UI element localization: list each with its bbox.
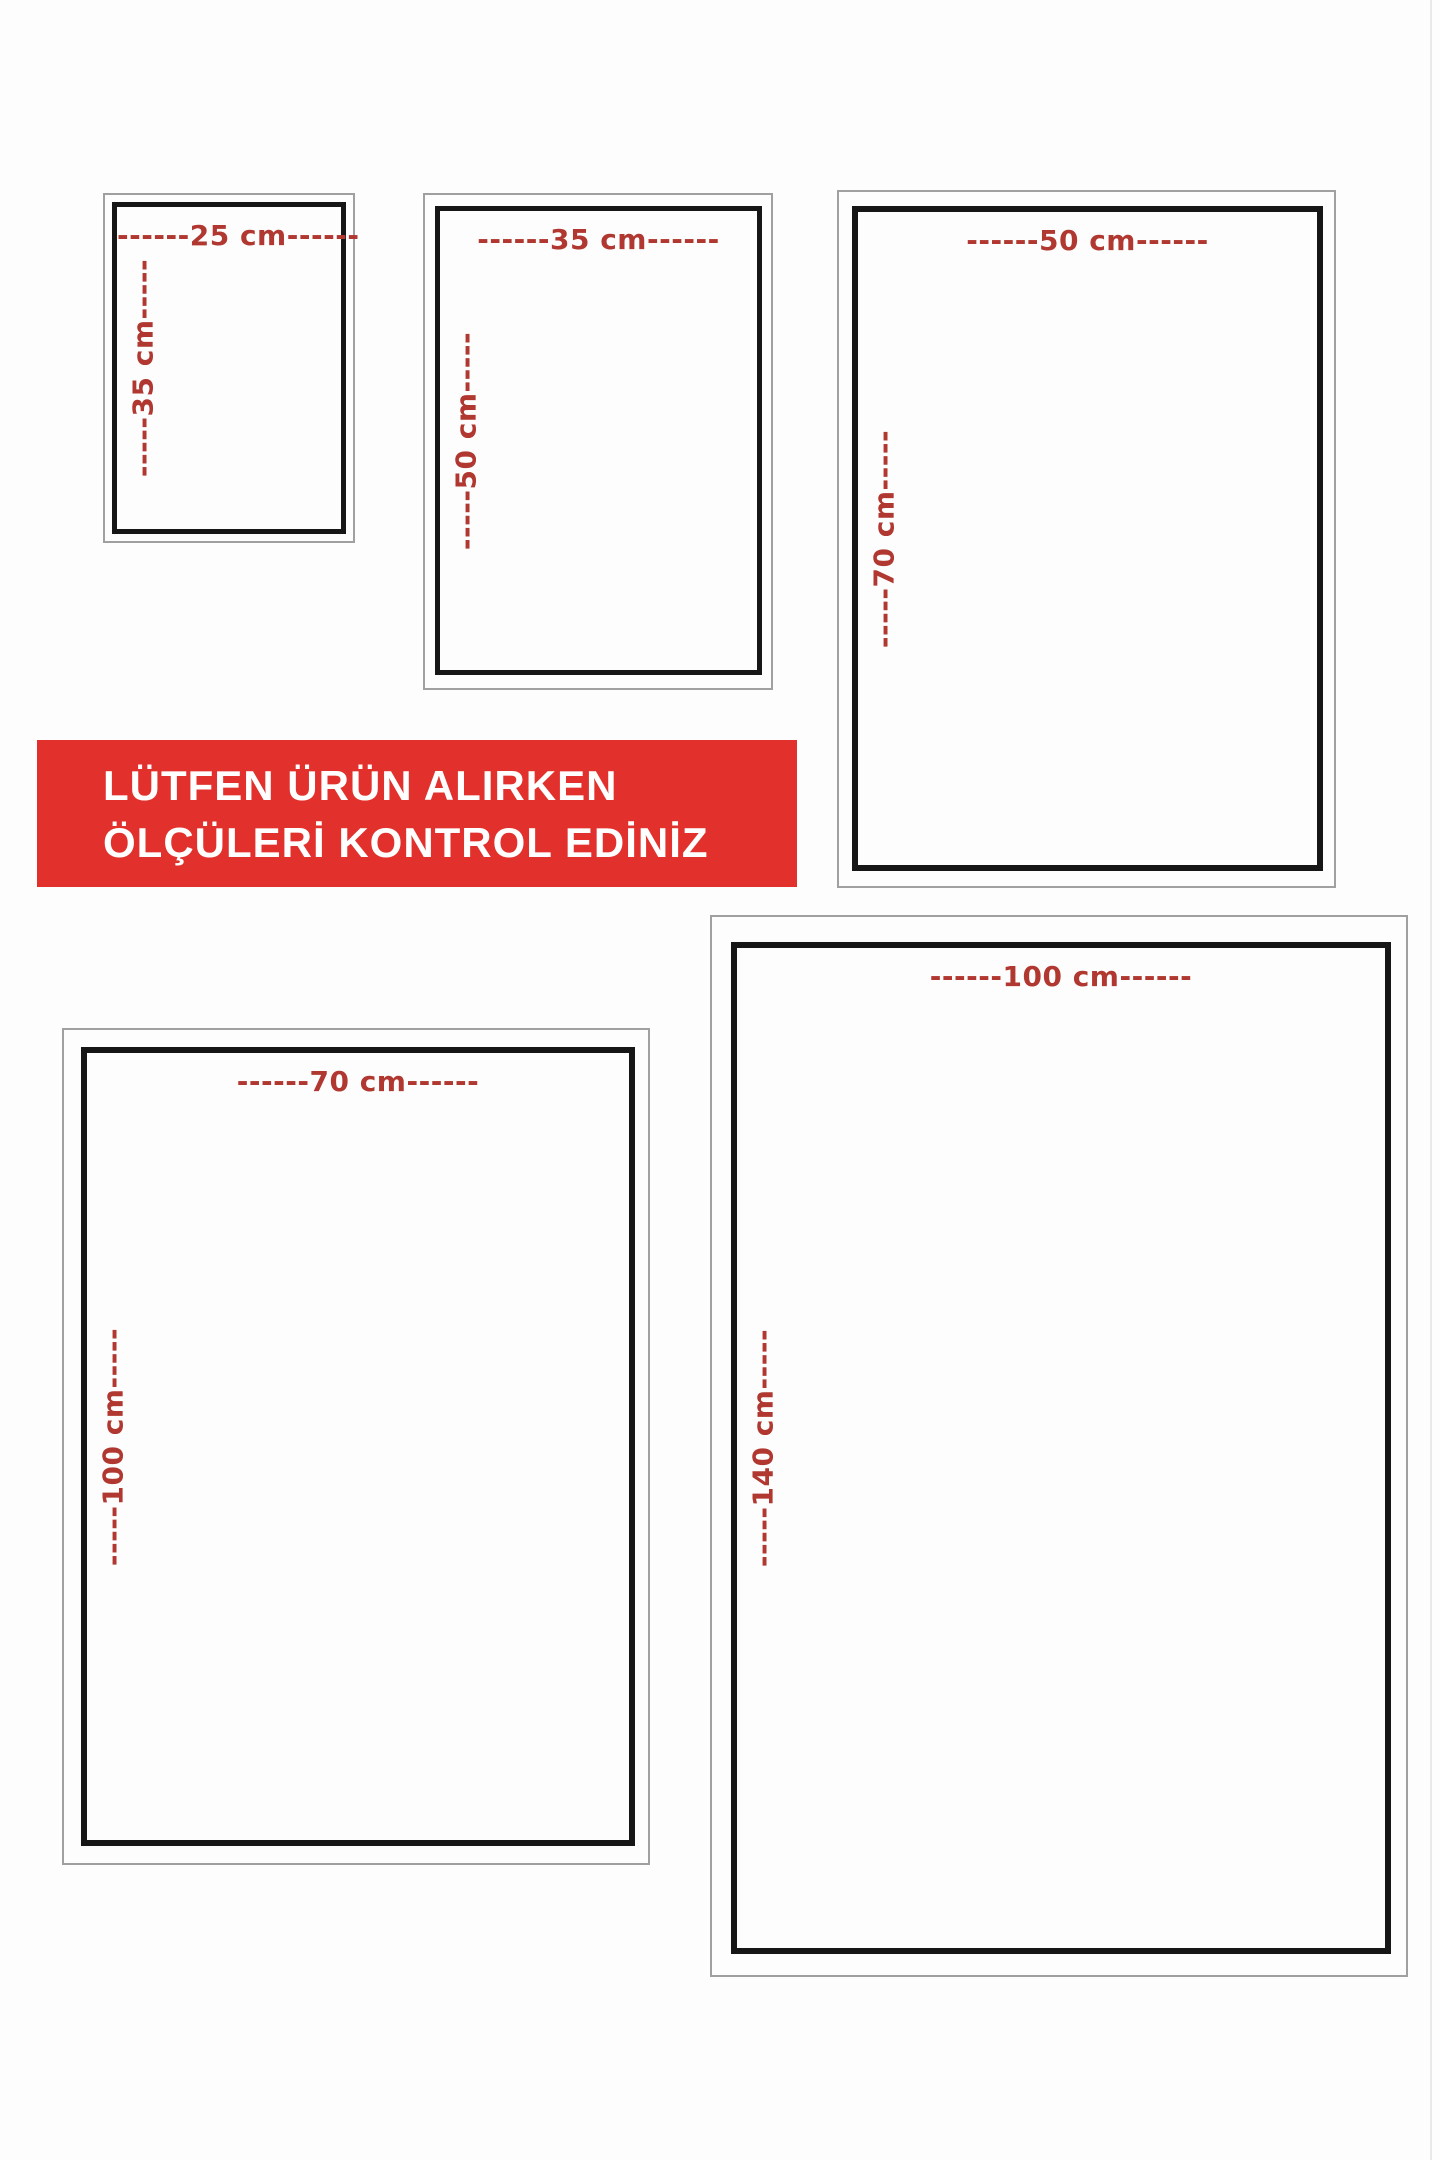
width-dimension-label: ------35 cm------ [477, 223, 720, 256]
height-dimension-label: -----50 cm----- [449, 331, 483, 550]
height-dimension-label: -----100 cm----- [96, 1327, 130, 1566]
size-box-50x70 [837, 190, 1336, 888]
width-dimension-label: ------100 cm------ [929, 960, 1193, 993]
warning-banner-line2: ÖLÇÜLERİ KONTROL EDİNİZ [103, 818, 709, 866]
size-box-100x140-frame [731, 942, 1391, 1954]
page-edge-artifact [1430, 0, 1432, 2160]
warning-banner [37, 740, 797, 887]
width-dimension-label: ------50 cm------ [966, 224, 1209, 257]
height-dimension-label: -----70 cm----- [867, 429, 901, 648]
size-box-100x140 [710, 915, 1408, 1977]
warning-banner-line1: LÜTFEN ÜRÜN ALIRKEN [103, 761, 618, 809]
height-dimension-label: -----35 cm----- [126, 258, 160, 478]
size-box-25x35 [103, 193, 360, 543]
size-box-70x100-frame [81, 1047, 635, 1846]
size-box-35x50-frame [435, 206, 762, 675]
width-dimension-label: ------70 cm------ [236, 1065, 480, 1098]
size-box-35x50 [423, 193, 773, 690]
width-dimension-label: ------25 cm------ [117, 219, 360, 252]
size-box-70x100 [62, 1028, 650, 1865]
height-dimension-label: -----140 cm----- [746, 1328, 780, 1568]
size-box-50x70-frame [852, 206, 1323, 871]
size-box-25x35-frame [112, 202, 360, 534]
